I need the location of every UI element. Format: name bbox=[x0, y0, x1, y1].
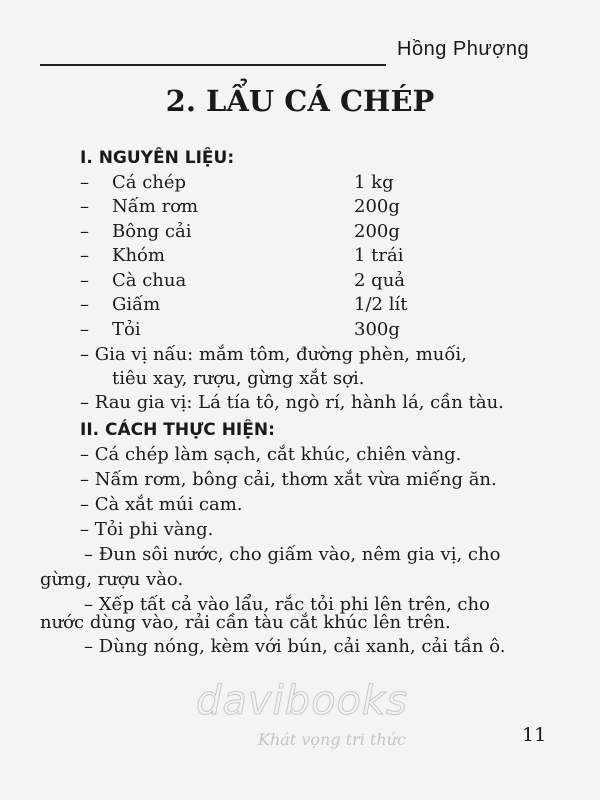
ingredients-heading: I. NGUYÊN LIỆU: bbox=[80, 148, 235, 168]
page-number: 11 bbox=[522, 724, 547, 746]
ingredient-qty: 2 quả bbox=[354, 270, 406, 291]
ingredient-qty: 200g bbox=[354, 221, 400, 242]
seasoning-line: – Gia vị nấu: mắm tôm, đường phèn, muối, bbox=[80, 344, 467, 365]
ingredient-qty: 1/2 lít bbox=[354, 294, 408, 315]
ingredient-name: Giấm bbox=[112, 294, 161, 315]
header-rule bbox=[40, 64, 386, 66]
ingredient-qty: 200g bbox=[354, 196, 400, 217]
herbs-line: – Rau gia vị: Lá tía tô, ngò rí, hành lá, cần tàu. bbox=[80, 392, 504, 413]
watermark-brand: davibooks bbox=[196, 678, 409, 724]
step-line: – Tỏi phi vàng. bbox=[80, 519, 214, 540]
step-line: – Nấm rơm, bông cải, thơm xắt vừa miếng ăn. bbox=[80, 469, 497, 490]
method-heading: II. CÁCH THỰC HIỆN: bbox=[80, 420, 275, 440]
header-author: Hồng Phượng bbox=[397, 38, 530, 60]
ingredient-name: Cà chua bbox=[112, 270, 187, 291]
ingredient-name: Cá chép bbox=[112, 172, 187, 193]
step-line: – Cà xắt múi cam. bbox=[80, 494, 243, 515]
ingredient-qty: 1 trái bbox=[354, 245, 404, 266]
recipe-title: 2. LẨU CÁ CHÉP bbox=[165, 84, 435, 118]
ingredient-name: Tỏi bbox=[112, 319, 141, 340]
ingredient-dash: – bbox=[80, 196, 89, 217]
ingredient-name: Khóm bbox=[112, 245, 165, 266]
ingredient-dash: – bbox=[80, 270, 89, 291]
ingredient-qty: 300g bbox=[354, 319, 400, 340]
ingredient-dash: – bbox=[80, 319, 89, 340]
ingredient-qty: 1 kg bbox=[354, 172, 394, 193]
seasoning-line-continued: tiêu xay, rượu, gừng xắt sợi. bbox=[112, 368, 365, 389]
step-line-continued: gừng, rượu vào. bbox=[40, 569, 184, 590]
step-line: – Dùng nóng, kèm với bún, cải xanh, cải tần ô. bbox=[84, 636, 506, 657]
watermark-tagline: Khát vọng tri thức bbox=[258, 730, 406, 749]
ingredient-dash: – bbox=[80, 172, 89, 193]
step-line-continued: nước dùng vào, rải cần tàu cắt khúc lên trên. bbox=[40, 612, 451, 633]
step-line: – Đun sôi nước, cho giấm vào, nêm gia vị, cho bbox=[84, 544, 501, 565]
ingredient-dash: – bbox=[80, 245, 89, 266]
step-line: – Xếp tất cả vào lẩu, rắc tỏi phi lên trên, cho bbox=[84, 594, 490, 615]
ingredient-name: Bông cải bbox=[112, 221, 192, 242]
ingredient-dash: – bbox=[80, 221, 89, 242]
ingredient-name: Nấm rơm bbox=[112, 196, 199, 217]
ingredient-dash: – bbox=[80, 294, 89, 315]
step-line: – Cá chép làm sạch, cắt khúc, chiên vàng. bbox=[80, 444, 462, 465]
